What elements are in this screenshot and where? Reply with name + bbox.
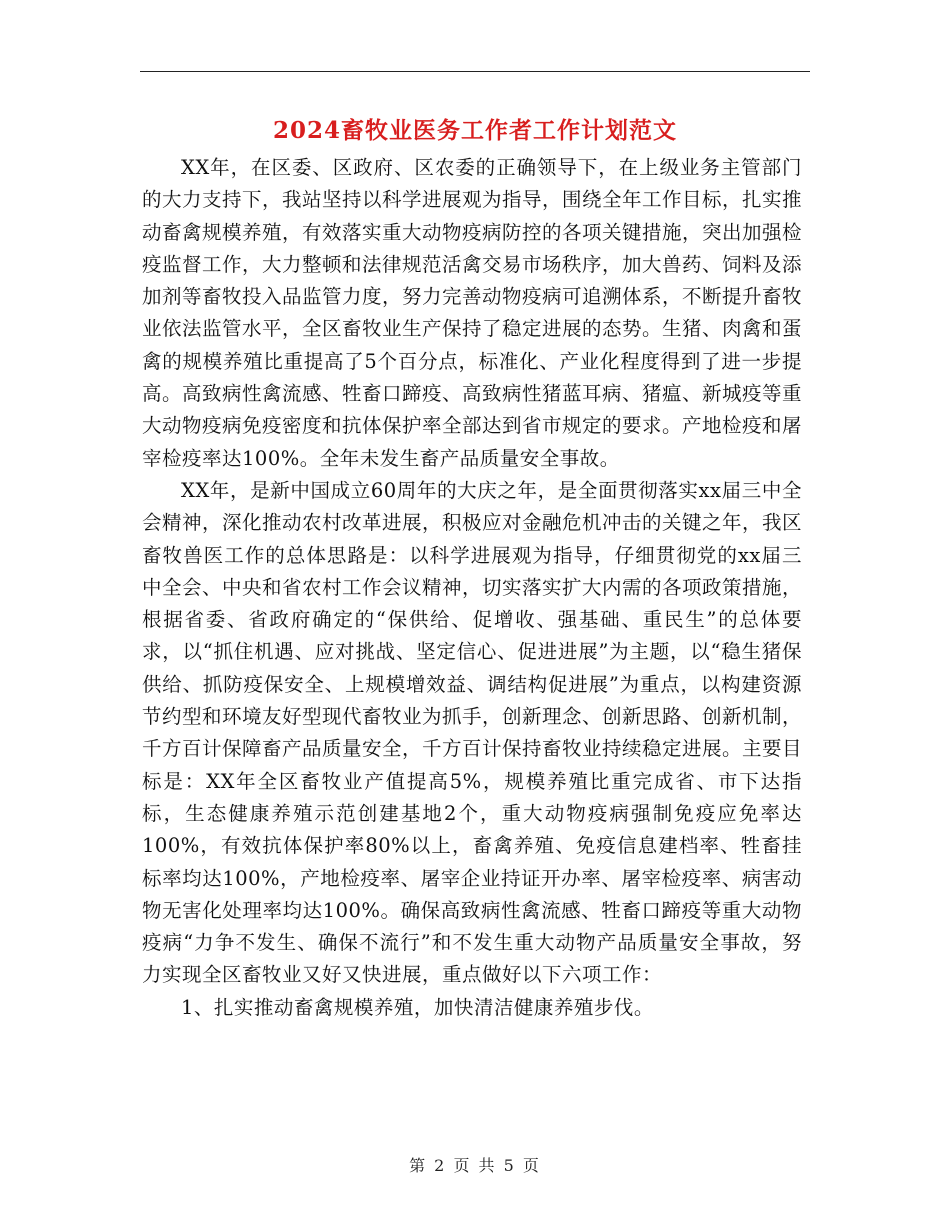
header-rule [140, 71, 810, 72]
paragraph-3: 1、扎实推动畜禽规模养殖，加快清洁健康养殖步伐。 [181, 995, 654, 1019]
paragraph-2: XX年，是新中国成立60周年的大庆之年，是全面贯彻落实xx届三中全会精神，深化推动农村改革进展，积极应对金融危机冲击的关键之年，我区畜牧兽医工作的总体思路是：以科学进展观为指导，仔细贯彻党的xx届三中全会、中央和省农村工作会议精神，切实落实扩大内需的各项政策措施，根据省委、省政府确定的“保供给、促增收、强基础、重民生”的总体要求，以“抓住机遇、应对挑战、坚定信心、促进进展”为主题，以“稳生猪保供给、抓防疫保安全、上规模增效益、调结构促进展”为重点，以构建资源节约型和环境友好型现代畜牧业为抓手，创新理念、创新思路、创新机制，千方百计保障畜产品质量安全，千方百计保持畜牧业持续稳定进展。主要目标是：XX年全区畜牧业产值提高5%，规模养殖比重完成省、市下达指标，生态健康养殖示范创建基地2个，重大动物疫病强制免疫应免率达100%，有效抗体保护率80%以上，畜禽养殖、免疫信息建档率、牲畜挂标率均达100%，产地检疫率、屠宰企业持证开办率、屠宰检疫率、病害动物无害化处理率均达100%。确保高致病性禽流感、牲畜口蹄疫等重大动物疫病“力争不发生、确保不流行”和不发生重大动物产品质量安全事故，努力实现全区畜牧业又好又快进展，重点做好以下六项工作： [142, 478, 803, 987]
document-body [142, 152, 802, 1024]
document-title: 2024畜牧业医务工作者工作计划范文 [272, 117, 677, 144]
paragraph-1: XX年，在区委、区政府、区农委的正确领导下，在上级业务主管部门的大力支持下，我站坚持以科学进展观为指导，围绕全年工作目标，扎实推动畜禽规模养殖，有效落实重大动物疫病防控的各项关键措施，突出加强检疫监督工作，大力整顿和法律规范活禽交易市场秩序，加大兽药、饲料及添加剂等畜牧投入品监管力度，努力完善动物疫病可追溯体系，不断提升畜牧业依法监管水平，全区畜牧业生产保持了稳定进展的态势。生猪、肉禽和蛋禽的规模养殖比重提高了5个百分点，标准化、产业化程度得到了进一步提高。高致病性禽流感、牲畜口蹄疫、高致病性猪蓝耳病、猪瘟、新城疫等重大动物疫病免疫密度和抗体保护率全部达到省市规定的要求。产地检疫和屠宰检疫率达100%。全年未发生畜产品质量安全事故。 [142, 156, 803, 470]
page-footer: 第 2 页 共 5 页 [409, 1156, 541, 1175]
